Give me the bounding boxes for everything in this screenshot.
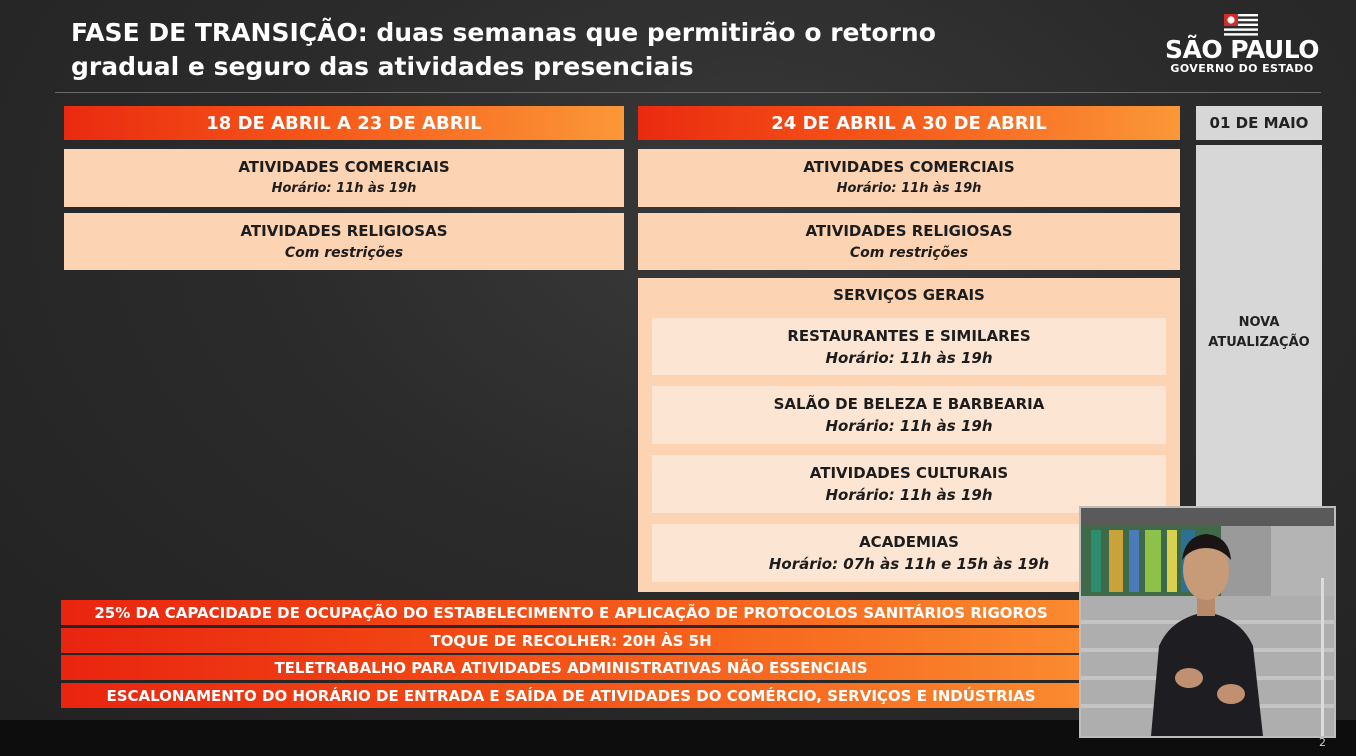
column-header-may01: 01 DE MAIO <box>1196 106 1322 140</box>
column-header-apr24-30: 24 DE ABRIL A 30 DE ABRIL <box>638 106 1180 140</box>
group-title: SERVIÇOS GERAIS <box>833 286 985 304</box>
item-note: Com restrições <box>284 244 404 261</box>
band-staggered-hours: ESCALONAMENTO DO HORÁRIO DE ENTRADA E SAÍDA DE ATIVIDADES DO COMÉRCIO, SERVIÇOS E INDÚSTRIAS <box>61 683 1081 708</box>
logo-name: SÃO PAULO <box>1164 35 1319 64</box>
item-note: Horário: 07h às 11h e 15h às 19h <box>768 555 1050 573</box>
item-note: Horário: 11h às 19h <box>825 417 993 435</box>
item-note: Horário: 11h às 19h <box>825 348 993 367</box>
item-name: ATIVIDADES RELIGIOSAS <box>240 221 448 240</box>
item-note: Horário: 11h às 19h <box>825 486 993 504</box>
column-header-apr18-23: 18 DE ABRIL A 23 DE ABRIL <box>64 106 624 140</box>
may-update-text: NOVA ATUALIZAÇÃO <box>1208 315 1310 350</box>
item-name: ACADEMIAS <box>859 533 959 551</box>
band-capacity: 25% DA CAPACIDADE DE OCUPAÇÃO DO ESTABELECIMENTO E APLICAÇÃO DE PROTOCOLOS SANITÁRIOS RIGOROS <box>61 600 1081 625</box>
item-name: SALÃO DE BELEZA E BARBEARIA <box>773 395 1045 413</box>
slide-title: FASE DE TRANSIÇÃO: duas semanas que permitirão o retorno gradual e seguro das atividades presenciais <box>71 18 936 81</box>
interpreter-scene <box>1081 508 1334 736</box>
item-box-commercial-2 <box>638 149 1180 207</box>
page-number: 2 <box>1319 736 1326 749</box>
item-name: ATIVIDADES COMERCIAIS <box>803 158 1015 176</box>
title-divider <box>55 92 1321 93</box>
item-note: Horário: 11h às 19h <box>836 181 982 196</box>
sao-paulo-logo <box>1162 14 1322 76</box>
sub-box-restaurants <box>652 318 1166 375</box>
item-name: ATIVIDADES COMERCIAIS <box>238 158 450 176</box>
may-update-panel <box>1196 145 1322 507</box>
item-box-religious-1 <box>64 213 624 270</box>
logo-subtitle: GOVERNO DO ESTADO <box>1170 62 1314 75</box>
sub-box-cultural <box>652 455 1166 513</box>
sign-language-interpreter-video <box>1079 506 1336 738</box>
item-box-commercial-1 <box>64 149 624 207</box>
sub-box-beauty-salon <box>652 386 1166 444</box>
item-name: ATIVIDADES RELIGIOSAS <box>805 221 1013 240</box>
item-note: Horário: 11h às 19h <box>271 181 417 196</box>
band-curfew: TOQUE DE RECOLHER: 20H ÀS 5H <box>61 628 1081 653</box>
item-name: ATIVIDADES CULTURAIS <box>809 464 1009 482</box>
band-telework: TELETRABALHO PARA ATIVIDADES ADMINISTRATIVAS NÃO ESSENCIAIS <box>61 655 1081 680</box>
item-note: Com restrições <box>849 244 969 261</box>
item-box-religious-2 <box>638 213 1180 270</box>
item-name: RESTAURANTES E SIMILARES <box>787 326 1031 345</box>
